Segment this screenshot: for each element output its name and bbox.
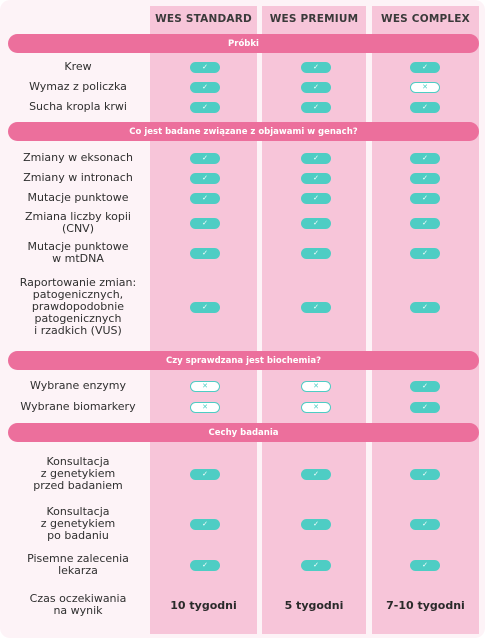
check-icon: ✓: [190, 519, 220, 530]
check-icon: ✓: [190, 218, 220, 229]
row-label: Wybrane biomarkery: [20, 400, 136, 413]
check-icon: ✓: [410, 469, 440, 480]
row-label: Konsultacja z genetykiem przed badaniem: [33, 455, 123, 492]
cross-icon: ✕: [410, 82, 440, 93]
check-icon: ✓: [301, 469, 331, 480]
check-icon: ✓: [410, 153, 440, 164]
check-icon: ✓: [410, 302, 440, 313]
check-icon: ✓: [410, 402, 440, 413]
column-header-standard: WES STANDARD: [155, 13, 252, 25]
check-icon: ✓: [301, 302, 331, 313]
check-icon: ✓: [301, 153, 331, 164]
section-header-biochem: Czy sprawdzana jest biochemia?: [8, 351, 479, 370]
check-icon: ✓: [301, 560, 331, 571]
row-label: Zmiany w eksonach: [23, 151, 133, 164]
row-label: Raportowanie zmian: patogenicznych, prawdopodobnie patogenicznych i rzadkich (VUS): [19, 276, 137, 337]
section-header-samples: Próbki: [8, 34, 479, 53]
row-label: Konsultacja z genetykiem po badaniu: [40, 505, 116, 542]
check-icon: ✓: [190, 173, 220, 184]
waiting-time-complex: 7-10 tygodni: [386, 598, 465, 612]
check-icon: ✓: [301, 62, 331, 73]
waiting-time-standard: 10 tygodni: [170, 598, 237, 612]
check-icon: ✓: [410, 560, 440, 571]
check-icon: ✓: [301, 519, 331, 530]
row-label: Wybrane enzymy: [30, 379, 126, 392]
check-icon: ✓: [190, 193, 220, 204]
check-icon: ✓: [410, 248, 440, 259]
cross-icon: ✕: [301, 381, 331, 392]
row-label: Mutacje punktowe: [27, 191, 129, 204]
check-icon: ✓: [301, 248, 331, 259]
cross-icon: ✕: [190, 381, 220, 392]
check-icon: ✓: [410, 173, 440, 184]
check-icon: ✓: [410, 519, 440, 530]
check-icon: ✓: [301, 218, 331, 229]
row-label: Zmiany w intronach: [23, 171, 133, 184]
check-icon: ✓: [410, 193, 440, 204]
check-icon: ✓: [190, 82, 220, 93]
check-icon: ✓: [410, 102, 440, 113]
column-bg-premium: [262, 6, 366, 634]
column-bg-standard: [150, 6, 257, 634]
row-label: Wymaz z policzka: [29, 80, 127, 93]
waiting-time-premium: 5 tygodni: [284, 598, 344, 612]
column-header-complex: WES COMPLEX: [381, 13, 470, 25]
row-label: Mutacje punktowe w mtDNA: [27, 240, 129, 265]
check-icon: ✓: [301, 193, 331, 204]
check-icon: ✓: [190, 102, 220, 113]
check-icon: ✓: [190, 153, 220, 164]
check-icon: ✓: [410, 218, 440, 229]
cross-icon: ✕: [190, 402, 220, 413]
check-icon: ✓: [190, 302, 220, 313]
section-header-genes: Co jest badane związane z objawami w genach?: [8, 122, 479, 141]
column-bg-complex: [372, 6, 479, 634]
check-icon: ✓: [410, 381, 440, 392]
check-icon: ✓: [190, 560, 220, 571]
check-icon: ✓: [190, 469, 220, 480]
row-label-waiting-time: Czas oczekiwania na wynik: [29, 592, 127, 617]
check-icon: ✓: [410, 62, 440, 73]
column-header-premium: WES PREMIUM: [269, 13, 359, 25]
section-header-features: Cechy badania: [8, 423, 479, 442]
cross-icon: ✕: [301, 402, 331, 413]
check-icon: ✓: [190, 248, 220, 259]
row-label: Sucha kropla krwi: [29, 100, 127, 113]
check-icon: ✓: [301, 173, 331, 184]
check-icon: ✓: [301, 82, 331, 93]
row-label: Krew: [64, 60, 92, 73]
check-icon: ✓: [301, 102, 331, 113]
row-label: Pisemne zalecenia lekarza: [27, 552, 129, 577]
check-icon: ✓: [190, 62, 220, 73]
row-label: Zmiana liczby kopii (CNV): [25, 210, 131, 235]
